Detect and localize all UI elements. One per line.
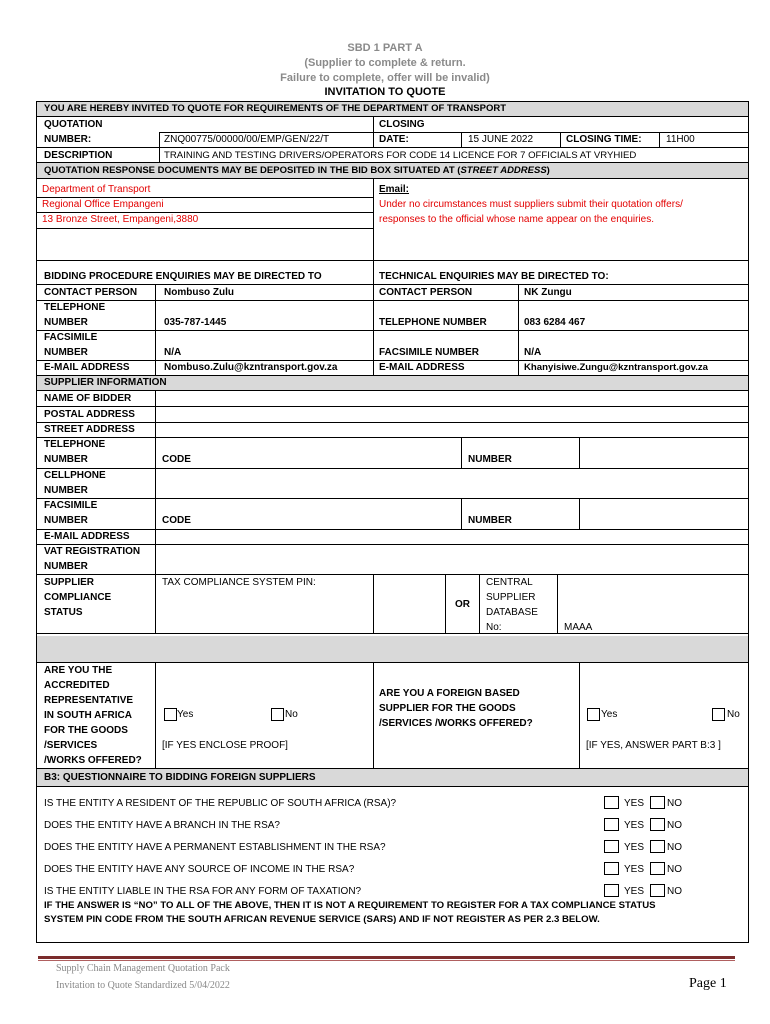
accredited-q3: REPRESENTATIVE — [44, 695, 134, 706]
footer-line-2: Invitation to Quote Standardized 5/04/2022 — [56, 980, 230, 991]
email-label: Email: — [379, 184, 410, 195]
bidding-enquiries-header: BIDDING PROCEDURE ENQUIRIES MAY BE DIRECTED TO — [44, 271, 322, 282]
foreign-yes-label: Yes — [601, 709, 618, 720]
csd-prefix: MAAA — [564, 622, 593, 633]
accredited-q5: FOR THE GOODS — [44, 725, 128, 736]
closing-label: CLOSING — [379, 119, 425, 130]
telephone-label-2: NUMBER — [44, 317, 88, 328]
establishment-no-checkbox[interactable] — [650, 840, 665, 853]
or-label: OR — [455, 599, 470, 610]
fax-code-label: CODE — [162, 515, 191, 526]
answer-b3-note: [IF YES, ANSWER PART B:3 ] — [586, 740, 721, 751]
cellphone-label: CELLPHONE — [44, 470, 106, 481]
instruction-line: (Supplier to complete & return. — [304, 57, 466, 69]
vat-label: VAT REGISTRATION — [44, 546, 141, 557]
supplier-telephone-label-2: NUMBER — [44, 454, 88, 465]
foreign-yes-checkbox[interactable] — [587, 708, 600, 721]
accredited-q4: IN SOUTH AFRICA — [44, 710, 132, 721]
questionnaire-header: B3: QUESTIONNAIRE TO BIDDING FOREIGN SUPPLIERS — [44, 772, 316, 783]
accredited-yes-checkbox[interactable] — [164, 708, 177, 721]
page-number: Page 1 — [689, 976, 727, 991]
foreign-q2: SUPPLIER FOR THE GOODS — [379, 703, 516, 714]
taxation-yes-label: YES — [624, 886, 645, 897]
resident-yes-checkbox[interactable] — [604, 796, 619, 809]
compliance-label-3: STATUS — [44, 607, 83, 618]
resident-yes-label: YES — [624, 798, 645, 809]
separator-band — [37, 636, 748, 662]
establishment-no-label: NO — [667, 842, 682, 853]
facsimile-label-2: NUMBER — [44, 347, 88, 358]
tech-telephone: 083 6284 467 — [524, 317, 586, 328]
telephone-code-label: CODE — [162, 454, 191, 465]
establishment-yes-label: YES — [624, 842, 645, 853]
form-code: SBD 1 PART A — [347, 42, 423, 54]
facsimile-label: FACSIMILE — [44, 332, 98, 343]
branch-yes-checkbox[interactable] — [604, 818, 619, 831]
question-resident: IS THE ENTITY A RESIDENT OF THE REPUBLIC OF SOUTH AFRICA (RSA)? — [44, 798, 397, 809]
technical-enquiries-header: TECHNICAL ENQUIRIES MAY BE DIRECTED TO: — [379, 271, 609, 282]
accredited-q2: ACCREDITED — [44, 680, 110, 691]
postal-address-label: POSTAL ADDRESS — [44, 409, 135, 420]
telephone-label: TELEPHONE — [44, 302, 106, 313]
closing-time-label: CLOSING TIME: — [566, 134, 642, 145]
branch-no-checkbox[interactable] — [650, 818, 665, 831]
tech-fax-label: FACSIMILE NUMBER — [379, 347, 479, 358]
foreign-q1: ARE YOU A FOREIGN BASED — [379, 688, 520, 699]
establishment-yes-checkbox[interactable] — [604, 840, 619, 853]
email-address-label: E-MAIL ADDRESS — [44, 362, 130, 373]
supplier-email-label: E-MAIL ADDRESS — [44, 531, 130, 542]
tech-email-label: E-MAIL ADDRESS — [379, 362, 465, 373]
closing-label-2: DATE: — [379, 134, 409, 145]
question-establishment: DOES THE ENTITY HAVE A PERMANENT ESTABLISHMENT IN THE RSA? — [44, 842, 386, 853]
compliance-label: SUPPLIER — [44, 577, 95, 588]
tech-telephone-label: TELEPHONE NUMBER — [379, 317, 487, 328]
resident-no-label: NO — [667, 798, 682, 809]
question-taxation: IS THE ENTITY LIABLE IN THE RSA FOR ANY FORM OF TAXATION? — [44, 886, 362, 897]
address-line-2: Regional Office Empangeni — [42, 199, 164, 210]
income-yes-label: YES — [624, 864, 645, 875]
fax-number-label: NUMBER — [468, 515, 512, 526]
quotation-number: ZNQ00775/00000/00/EMP/GEN/22/T — [164, 134, 330, 145]
income-no-checkbox[interactable] — [650, 862, 665, 875]
tax-pin-label: TAX COMPLIANCE SYSTEM PIN: — [162, 577, 316, 588]
csd-label-3: DATABASE — [486, 607, 538, 618]
question-branch: DOES THE ENTITY HAVE A BRANCH IN THE RSA? — [44, 820, 280, 831]
accredited-q1: ARE YOU THE — [44, 665, 113, 676]
resident-no-checkbox[interactable] — [650, 796, 665, 809]
warning-line: Failure to complete, offer will be invalid) — [280, 72, 490, 84]
income-yes-checkbox[interactable] — [604, 862, 619, 875]
supplier-telephone-label: TELEPHONE — [44, 439, 106, 450]
street-address-label: STREET ADDRESS — [44, 424, 135, 435]
deposit-text: QUOTATION RESPONSE DOCUMENTS MAY BE DEPOSITED IN THE BID BOX SITUATED AT (STREET ADDRESS) — [44, 165, 550, 176]
accredited-q6: /SERVICES — [44, 740, 98, 751]
name-of-bidder-label: NAME OF BIDDER — [44, 393, 132, 404]
tax-note-line-1: IF THE ANSWER IS “NO” TO ALL OF THE ABOVE, THEN IT IS NOT A REQUIREMENT TO REGISTER FOR A TAX COMPLIANCE STATUS — [44, 900, 656, 911]
supplier-fax-label-2: NUMBER — [44, 515, 88, 526]
vat-label-2: NUMBER — [44, 561, 88, 572]
tech-contact-person: NK Zungu — [524, 287, 572, 298]
address-line-3: 13 Bronze Street, Empangeni,3880 — [42, 214, 199, 225]
footer-rule — [38, 956, 735, 959]
quotation-label: QUOTATION — [44, 119, 103, 130]
question-income: DOES THE ENTITY HAVE ANY SOURCE OF INCOME IN THE RSA? — [44, 864, 355, 875]
bid-fax: N/A — [164, 347, 182, 358]
accredited-q7: /WORKS OFFERED? — [44, 755, 142, 766]
foreign-no-checkbox[interactable] — [712, 708, 725, 721]
email-note: Under no circumstances must suppliers submit their quotation offers/ responses to the official whose name appear on the enquiries. — [379, 199, 683, 225]
tech-fax: N/A — [524, 347, 542, 358]
supplier-info-header: SUPPLIER INFORMATION — [44, 377, 167, 388]
income-no-label: NO — [667, 864, 682, 875]
accredited-yes-label: Yes — [177, 709, 194, 720]
tax-note-line-2: SYSTEM PIN CODE FROM THE SOUTH AFRICAN REVENUE SERVICE (SARS) AND IF NOT REGISTER AS PER 2.3 BELOW. — [44, 914, 600, 925]
csd-label: CENTRAL — [486, 577, 533, 588]
tech-email: Khanyisiwe.Zungu@kzntransport.gov.za — [524, 362, 709, 373]
csd-label-4: No: — [486, 622, 502, 633]
bid-contact-person: Nombuso Zulu — [164, 287, 234, 298]
quotation-label-2: NUMBER: — [44, 134, 92, 145]
bid-telephone: 035-787-1445 — [164, 317, 227, 328]
closing-time: 11H00 — [666, 134, 695, 145]
accredited-no-checkbox[interactable] — [271, 708, 284, 721]
address-line-1: Department of Transport — [42, 184, 151, 195]
bid-email: Nombuso.Zulu@kzntransport.gov.za — [164, 362, 338, 373]
invite-banner-text: YOU ARE HEREBY INVITED TO QUOTE FOR REQUIREMENTS OF THE DEPARTMENT OF TRANSPORT — [44, 103, 507, 114]
closing-date: 15 JUNE 2022 — [468, 134, 534, 145]
page-title: INVITATION TO QUOTE — [324, 86, 446, 98]
cellphone-label-2: NUMBER — [44, 485, 88, 496]
branch-no-label: NO — [667, 820, 682, 831]
foreign-q3: /SERVICES /WORKS OFFERED? — [379, 718, 533, 729]
csd-label-2: SUPPLIER — [486, 592, 536, 603]
footer-line-1: Supply Chain Management Quotation Pack — [56, 963, 230, 974]
accredited-no-label: No — [285, 709, 298, 720]
telephone-number-label: NUMBER — [468, 454, 512, 465]
foreign-no-label: No — [727, 709, 740, 720]
taxation-no-label: NO — [667, 886, 682, 897]
tech-contact-person-label: CONTACT PERSON — [379, 287, 473, 298]
taxation-yes-checkbox[interactable] — [604, 884, 619, 897]
description-value: TRAINING AND TESTING DRIVERS/OPERATORS FOR CODE 14 LICENCE FOR 7 OFFICIALS AT VRYHIED — [164, 150, 637, 161]
branch-yes-label: YES — [624, 820, 645, 831]
taxation-no-checkbox[interactable] — [650, 884, 665, 897]
enclose-proof-note: [IF YES ENCLOSE PROOF] — [162, 740, 288, 751]
contact-person-label: CONTACT PERSON — [44, 287, 138, 298]
supplier-fax-label: FACSIMILE — [44, 500, 98, 511]
description-label: DESCRIPTION — [44, 150, 113, 161]
compliance-label-2: COMPLIANCE — [44, 592, 112, 603]
